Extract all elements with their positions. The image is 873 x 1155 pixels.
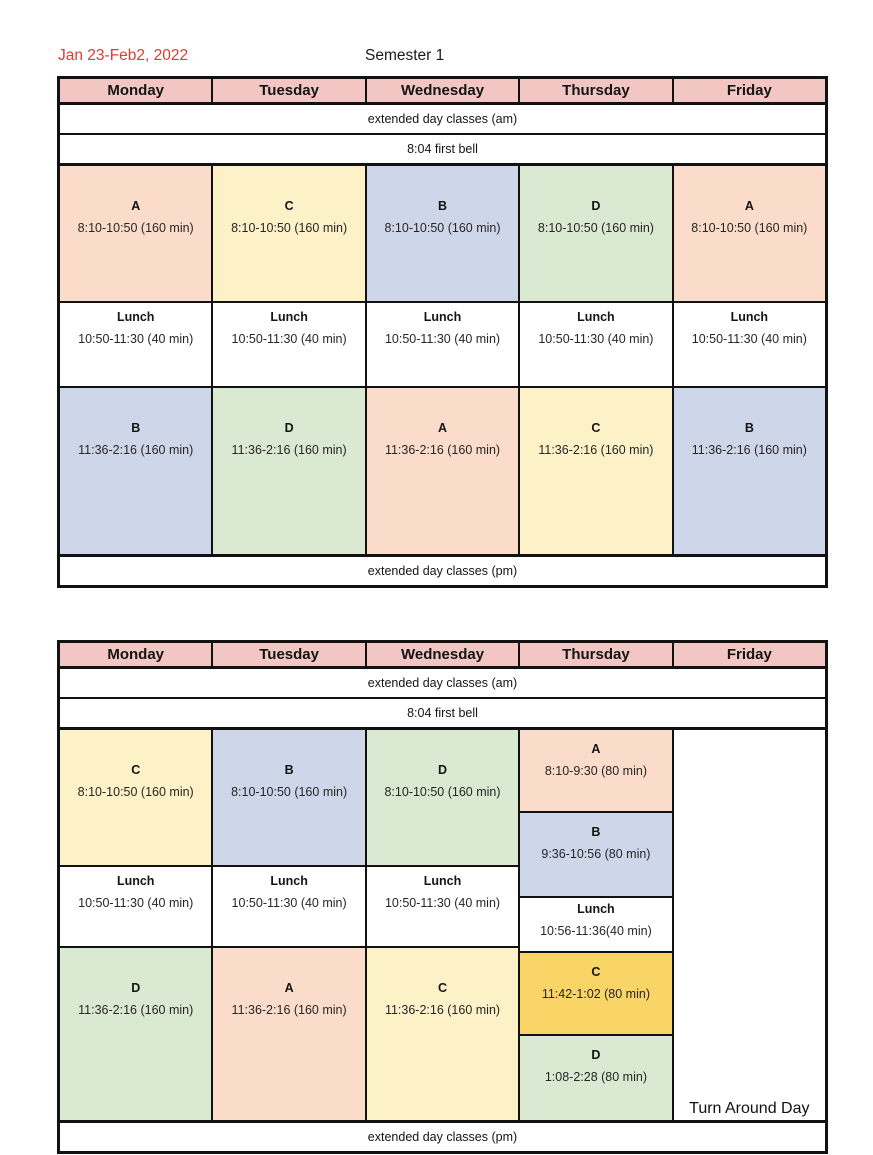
class-label: B [131,421,141,435]
class-time: 11:36-2:16 (160 min) [384,443,501,457]
week1-tuesday-block-c [213,166,364,303]
week2-monday-block-lunch [60,867,211,948]
class-label: A [131,199,141,213]
week2-tuesday-block-a [213,948,364,1120]
class-time: 10:56-11:36(40 min) [540,924,652,938]
class-label: D [591,1048,601,1062]
class-time: 10:50-11:30 (40 min) [538,332,654,346]
class-label: Lunch [423,310,462,324]
class-time: 8:10-10:50 (160 min) [384,221,501,235]
week1-header-monday: Monday [60,79,213,102]
week1-header-friday: Friday [674,79,825,102]
week1-schedule-table [57,76,828,588]
week2-extended-am-row: extended day classes (am) [60,669,825,699]
class-label: B [591,825,601,839]
week2-monday-block-d [60,948,211,1120]
week1-header-tuesday: Tuesday [213,79,366,102]
week2-friday-block-turn-around-day: Turn Around Day [674,730,825,1120]
class-label: Lunch [730,310,769,324]
week2-wednesday-block-c [367,948,518,1120]
class-label: A [438,421,448,435]
class-time: 11:36-2:16 (160 min) [231,1003,347,1017]
week2-thursday-block-d [520,1036,671,1120]
week2-header-row [60,643,825,669]
week1-column-monday [60,166,213,554]
class-label: B [744,421,754,435]
class-label: Lunch [423,874,462,888]
week1-friday-block-a [674,166,825,303]
class-time: 8:10-10:50 (160 min) [231,221,348,235]
class-time: 8:10-9:30 (80 min) [544,764,647,778]
class-label: Lunch [270,874,308,888]
class-label: Lunch [116,310,155,324]
class-time: 10:50-11:30 (40 min) [78,896,194,910]
week1-monday-block-lunch [60,303,211,388]
class-label: C [591,421,601,435]
week1-column-friday [674,166,825,554]
class-time: 1:08-2:28 (80 min) [544,1070,647,1084]
semester-title: Semester 1 [365,47,445,64]
week1-wednesday-block-a [367,388,518,554]
week1-thursday-block-d [520,166,671,303]
class-time: 11:36-2:16 (160 min) [691,443,807,457]
class-time: 10:50-11:30 (40 min) [384,896,501,910]
week1-column-tuesday [213,166,366,554]
class-label: Lunch [270,310,308,324]
class-time: 11:36-2:16 (160 min) [231,443,347,457]
week1-header-thursday: Thursday [520,79,673,102]
class-time: 8:10-10:50 (160 min) [77,221,194,235]
class-label: A [284,981,294,995]
class-time: 8:10-10:50 (160 min) [537,221,654,235]
class-time: 11:36-2:16 (160 min) [78,443,194,457]
class-label: C [591,965,601,979]
class-label: B [284,763,294,777]
class-time: 9:36-10:56 (80 min) [541,847,651,861]
class-time: 11:36-2:16 (160 min) [538,443,654,457]
class-time: 10:50-11:30 (40 min) [691,332,807,346]
class-time: 10:50-11:30 (40 min) [384,332,501,346]
week1-thursday-block-c [520,388,671,554]
week2-column-thursday [520,730,673,1120]
class-time: 8:10-10:50 (160 min) [691,221,808,235]
week1-first-bell-row: 8:04 first bell [60,135,825,166]
class-label: D [284,421,294,435]
week2-header-tuesday: Tuesday [213,643,366,666]
class-time: 8:10-10:50 (160 min) [77,785,194,799]
week2-column-wednesday [367,730,520,1120]
week2-wednesday-block-d [367,730,518,867]
week1-friday-block-lunch [674,303,825,388]
week2-schedule-table [57,640,828,1154]
week2-wednesday-block-lunch [367,867,518,948]
week1-tuesday-block-d [213,388,364,554]
week2-column-friday [674,730,825,1120]
week1-body [60,166,825,557]
class-time: 11:42-1:02 (80 min) [541,987,650,1001]
class-time: 10:50-11:30 (40 min) [231,896,347,910]
week2-tuesday-block-lunch [213,867,364,948]
class-label: D [591,199,601,213]
week1-thursday-block-lunch [520,303,671,388]
week1-wednesday-block-lunch [367,303,518,388]
week1-monday-block-b [60,388,211,554]
week1-monday-block-a [60,166,211,303]
class-time: 10:50-11:30 (40 min) [78,332,194,346]
week1-tuesday-block-lunch [213,303,364,388]
class-label: A [591,742,601,756]
title-row [57,45,822,76]
class-label: A [744,199,754,213]
week1-header-wednesday: Wednesday [367,79,520,102]
week2-header-monday: Monday [60,643,213,666]
class-label: C [131,763,141,777]
week2-column-tuesday [213,730,366,1120]
class-label: C [438,981,448,995]
class-time: 11:36-2:16 (160 min) [78,1003,194,1017]
week2-extended-pm-row: extended day classes (pm) [60,1123,825,1151]
week2-tuesday-block-b [213,730,364,867]
week2-header-thursday: Thursday [520,643,673,666]
week1-wednesday-block-b [367,166,518,303]
class-label: Lunch [577,902,615,916]
class-label: C [284,199,294,213]
week1-column-thursday [520,166,673,554]
class-label: D [131,981,141,995]
week2-thursday-block-b [520,813,671,898]
week2-monday-block-c [60,730,211,867]
week2-thursday-block-a [520,730,671,813]
week2-thursday-block-c [520,953,671,1036]
week2-body [60,730,825,1123]
week1-column-wednesday [367,166,520,554]
week1-header-row [60,79,825,105]
class-label: Lunch [577,310,615,324]
week2-header-friday: Friday [674,643,825,666]
class-time: 10:50-11:30 (40 min) [231,332,347,346]
week2-header-wednesday: Wednesday [367,643,520,666]
week1-friday-block-b [674,388,825,554]
week2-first-bell-row: 8:04 first bell [60,699,825,730]
week2-column-monday [60,730,213,1120]
class-time: 8:10-10:50 (160 min) [231,785,348,799]
date-range-label: Jan 23-Feb2, 2022 [58,47,189,64]
week1-extended-pm-row: extended day classes (pm) [60,557,825,585]
class-label: Lunch [116,874,155,888]
class-label: B [438,199,448,213]
class-time: 8:10-10:50 (160 min) [384,785,501,799]
class-label: D [438,763,448,777]
class-time: 11:36-2:16 (160 min) [384,1003,501,1017]
week1-extended-am-row: extended day classes (am) [60,105,825,135]
week2-thursday-block-lunch [520,898,671,953]
